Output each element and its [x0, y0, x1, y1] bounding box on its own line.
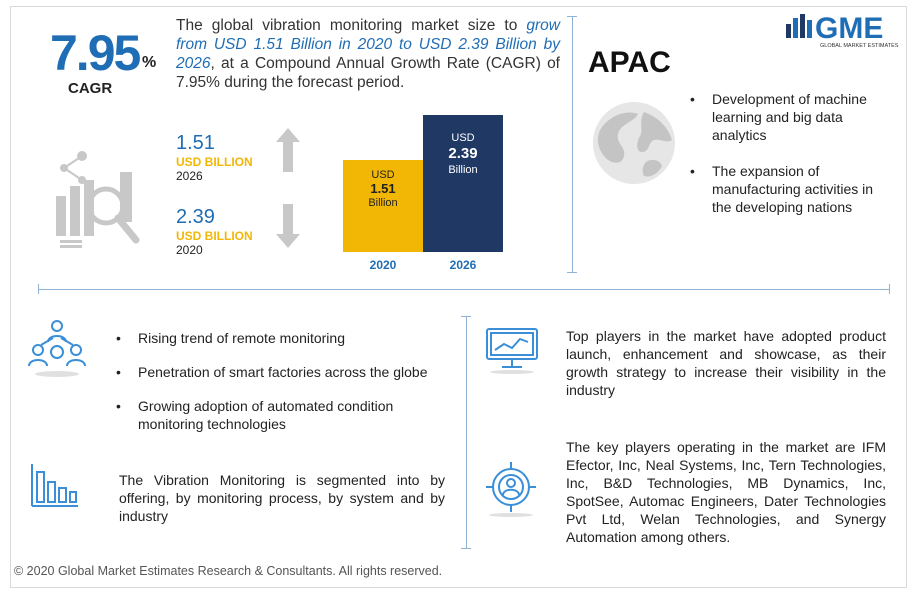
segmentation-text: The Vibration Monitoring is segmented into by offering, by monitoring process, by system and by industry	[119, 472, 445, 524]
value-unit: USD BILLION	[176, 155, 253, 169]
value-block-1	[176, 132, 253, 183]
bar-2020	[343, 160, 423, 252]
divider-vertical-top	[572, 16, 573, 272]
bar-value-label: 2.39	[448, 145, 478, 162]
divider-tick	[567, 16, 577, 17]
list-item: • Development of machine learning and big data analytics	[686, 90, 892, 144]
bar-value-label: 1.51	[370, 181, 396, 196]
divider-tick	[889, 284, 890, 294]
list-item: • Rising trend of remote monitoring	[112, 329, 438, 347]
bar-year-2020: 2020	[369, 258, 397, 272]
globe-icon	[590, 100, 678, 186]
list-item: • The expansion of manufacturing activities in the developing nations	[686, 162, 892, 216]
value-unit: USD BILLION	[176, 229, 253, 243]
svg-text:GME: GME	[815, 12, 884, 45]
value-amount: 2.39	[176, 206, 215, 228]
analytics-icon	[52, 150, 144, 250]
cagr-value: 7.95	[50, 25, 140, 81]
region-title: APAC	[588, 46, 671, 79]
target-person-icon	[482, 460, 540, 518]
svg-text:GLOBAL MARKET ESTIMATES: GLOBAL MARKET ESTIMATES	[820, 43, 899, 49]
bar-currency-label: USD	[451, 132, 475, 144]
strategy-text: Top players in the market have adopted product launch, enhancement and showcase, as their growth strategy to increase their visibility in the industry	[566, 328, 886, 398]
value-year: 2020	[176, 243, 203, 257]
drivers-bullet-list	[112, 329, 438, 433]
arrow-down-icon	[276, 204, 300, 248]
divider-tick	[567, 272, 577, 273]
key-players-text: The key players operating in the market are IFM Efector, Inc, Neal Systems, Inc, Tern Technologies, Inc, B&D Technologies, MB Dynamics, Inc, SpotSee, Automac Engineers, Dater Technologies Pvt Ltd, Welan Technologies, and Synergy Automation among others.	[566, 439, 886, 545]
intro-paragraph	[176, 16, 560, 92]
gme-logo	[782, 10, 907, 50]
list-item: • Growing adoption of automated condition monitoring technologies	[112, 397, 438, 433]
logo-graphic-icon	[782, 10, 907, 50]
cagr-percent-sign: %	[142, 54, 157, 71]
bar-unit-label: Billion	[368, 197, 398, 209]
intro-highlight: grow from USD 1.51 Billion in 2020 to USD 2.39 Billion by 2026	[176, 17, 560, 72]
bar-currency-label: USD	[371, 169, 395, 181]
copyright-footer: © 2020 Global Market Estimates Research & Consultants. All rights reserved.	[14, 564, 443, 578]
monitor-chart-icon	[484, 326, 540, 374]
bar-year-2026: 2026	[449, 258, 477, 272]
divider-tick	[461, 316, 471, 317]
list-item: • Penetration of smart factories across the globe	[112, 363, 438, 381]
value-block-2	[176, 206, 253, 257]
bar-2026	[423, 115, 503, 252]
cagr-label: CAGR	[68, 80, 113, 97]
arrow-up-icon	[276, 128, 300, 172]
divider-tick	[461, 548, 471, 549]
bar-chart-icon	[30, 462, 80, 508]
intro-text-start: The global vibration monitoring market size to	[176, 17, 527, 34]
divider-tick	[38, 284, 39, 294]
apac-bullet-list	[686, 90, 892, 216]
bar-unit-label: Billion	[448, 164, 478, 176]
divider-horizontal	[38, 289, 890, 290]
divider-vertical-bottom	[466, 316, 467, 548]
intro-text-end: , at a Compound Annual Growth Rate (CAGR) of 7.95% during the forecast period.	[176, 55, 560, 91]
value-year: 2026	[176, 169, 203, 183]
network-people-icon	[26, 318, 88, 380]
value-amount: 1.51	[176, 132, 215, 154]
